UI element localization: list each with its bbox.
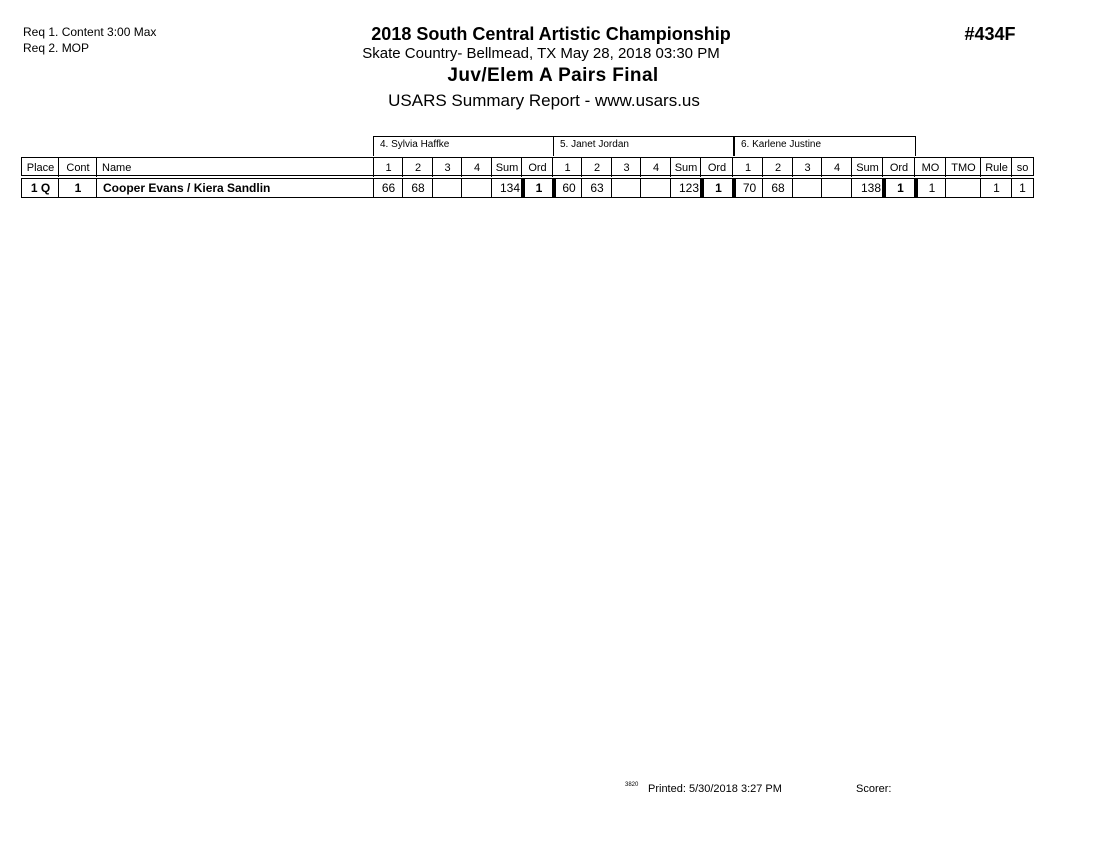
row-cont: 1 <box>58 179 97 197</box>
footer-scorer: Scorer: <box>856 783 892 795</box>
judge-header-4: 4. Sylvia Haffke <box>373 136 554 156</box>
j4-score-1: 66 <box>373 179 403 197</box>
j6-sum: 138 <box>851 179 883 197</box>
j5-ord: 1 <box>700 179 733 197</box>
row-so: 1 <box>1011 179 1033 197</box>
col-j4-3: 3 <box>432 158 462 177</box>
row-mo: 1 <box>914 179 946 197</box>
j4-score-4 <box>461 179 492 197</box>
row-name: Cooper Evans / Kiera Sandlin <box>96 179 374 197</box>
col-j6-1: 1 <box>732 158 763 177</box>
col-j4-1: 1 <box>373 158 403 177</box>
judge-header-6: 6. Karlene Justine <box>734 136 916 156</box>
col-j6-sum: Sum <box>851 158 883 177</box>
col-j5-ord: Ord <box>700 158 733 177</box>
j6-score-3 <box>792 179 822 197</box>
col-tmo: TMO <box>945 158 981 177</box>
col-j5-3: 3 <box>611 158 641 177</box>
footer-printed: Printed: 5/30/2018 3:27 PM <box>648 783 782 795</box>
j6-ord: 1 <box>882 179 915 197</box>
col-j6-2: 2 <box>762 158 793 177</box>
col-j4-4: 4 <box>461 158 492 177</box>
row-tmo <box>945 179 981 197</box>
table-row <box>21 178 1034 198</box>
j4-score-3 <box>432 179 462 197</box>
j5-score-2: 63 <box>581 179 612 197</box>
j4-ord: 1 <box>521 179 553 197</box>
j4-score-2: 68 <box>402 179 433 197</box>
col-so: so <box>1011 158 1033 177</box>
championship-title: 2018 South Central Artistic Championship <box>371 24 731 44</box>
col-j6-3: 3 <box>792 158 822 177</box>
col-j4-2: 2 <box>402 158 433 177</box>
col-j5-1: 1 <box>552 158 582 177</box>
col-name: Name <box>96 158 374 177</box>
judge-header-5: 5. Janet Jordan <box>553 136 734 156</box>
row-rule: 1 <box>980 179 1012 197</box>
col-j5-2: 2 <box>581 158 612 177</box>
col-cont: Cont <box>58 158 97 177</box>
col-j6-ord: Ord <box>882 158 915 177</box>
j6-score-1: 70 <box>732 179 763 197</box>
j6-score-2: 68 <box>762 179 793 197</box>
col-rule: Rule <box>980 158 1012 177</box>
row-place: 1 Q <box>30 181 51 195</box>
col-j6-4: 4 <box>821 158 852 177</box>
footer-code: 3820 <box>625 782 639 788</box>
event-title: Juv/Elem A Pairs Final <box>447 65 659 86</box>
col-j5-sum: Sum <box>670 158 701 177</box>
col-place: Place <box>26 162 55 174</box>
col-j4-ord: Ord <box>521 158 553 177</box>
j5-score-4 <box>640 179 671 197</box>
report-title: USARS Summary Report - www.usars.us <box>388 91 700 110</box>
venue-date-line: Skate Country- Bellmead, TX May 28, 2018 03:30 PM <box>362 45 720 62</box>
col-j4-sum: Sum <box>491 158 522 177</box>
table-header-row <box>21 157 1034 176</box>
requirement-1: Req 1. Content 3:00 Max <box>23 25 157 39</box>
col-j5-4: 4 <box>640 158 671 177</box>
event-code: #434F <box>964 24 1016 44</box>
j5-score-3 <box>611 179 641 197</box>
j5-sum: 123 <box>670 179 701 197</box>
j5-score-1: 60 <box>552 179 582 197</box>
j4-sum: 134 <box>491 179 522 197</box>
requirement-2: Req 2. MOP <box>23 41 90 55</box>
j6-score-4 <box>821 179 852 197</box>
col-mo: MO <box>914 158 946 177</box>
